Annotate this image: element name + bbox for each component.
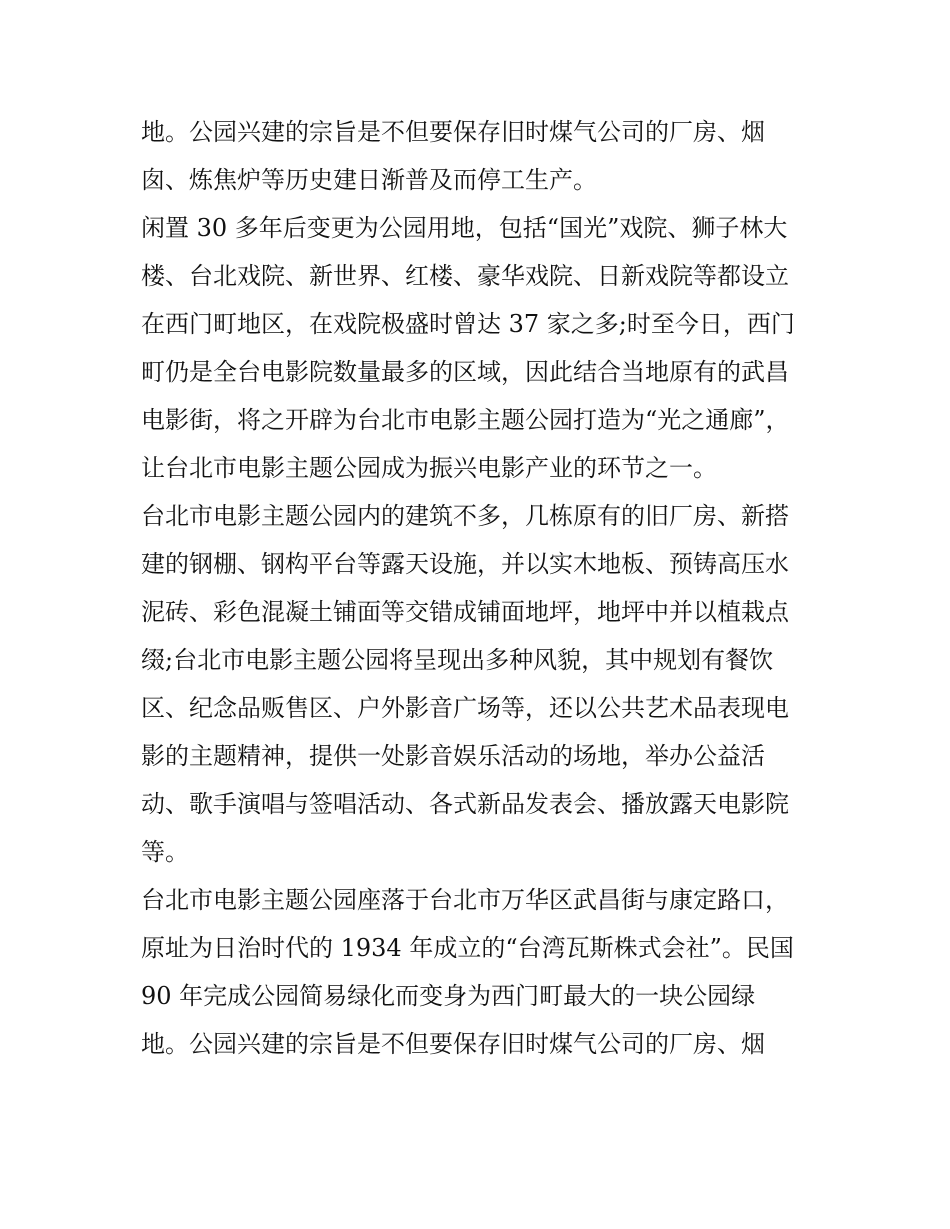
text-line: 町仍是全台电影院数量最多的区域，因此结合当地原有的武昌 [141, 358, 789, 386]
text-line: 影的主题精神，提供一处影音娱乐活动的场地，举办公益活 [141, 742, 765, 770]
text-line: 囱、炼焦炉等历史建日渐普及而停工生产。 [141, 166, 597, 194]
text-line: 地。公园兴建的宗旨是不但要保存旧时煤气公司的厂房、烟 [141, 118, 765, 146]
text-line: 泥砖、彩色混凝土铺面等交错成铺面地坪，地坪中并以植栽点 [141, 598, 789, 626]
text-line: 地。公园兴建的宗旨是不但要保存旧时煤气公司的厂房、烟 [141, 1030, 765, 1058]
text-line: 闲置 30 多年后变更为公园用地，包括“国光”戏院、狮子林大 [141, 214, 788, 242]
text-line: 90 年完成公园简易绿化而变身为西门町最大的一块公园绿 [141, 982, 756, 1010]
text-line: 让台北市电影主题公园成为振兴电影产业的环节之一。 [141, 454, 717, 482]
text-line: 台北市电影主题公园内的建筑不多，几栋原有的旧厂房、新搭 [141, 502, 789, 530]
text-line: 原址为日治时代的 1934 年成立的“台湾瓦斯株式会社”。民国 [141, 934, 794, 962]
text-line: 电影街，将之开辟为台北市电影主题公园打造为“光之通廊”， [141, 406, 790, 434]
text-line: 楼、台北戏院、新世界、红楼、豪华戏院、日新戏院等都设立 [141, 262, 789, 290]
text-line: 台北市电影主题公园座落于台北市万华区武昌街与康定路口， [141, 886, 789, 914]
text-line: 缀;台北市电影主题公园将呈现出多种风貌，其中规划有餐饮 [141, 646, 774, 674]
body-text [141, 108, 821, 1068]
text-line: 在西门町地区，在戏院极盛时曾达 37 家之多;时至今日，西门 [141, 310, 795, 338]
text-line: 区、纪念品贩售区、户外影音广场等，还以公共艺术品表现电 [141, 694, 789, 722]
text-line: 等。 [141, 838, 189, 866]
text-line: 动、歌手演唱与签唱活动、各式新品发表会、播放露天电影院 [141, 790, 789, 818]
text-line: 建的钢棚、钢构平台等露天设施，并以实木地板、预铸高压水 [141, 550, 789, 578]
